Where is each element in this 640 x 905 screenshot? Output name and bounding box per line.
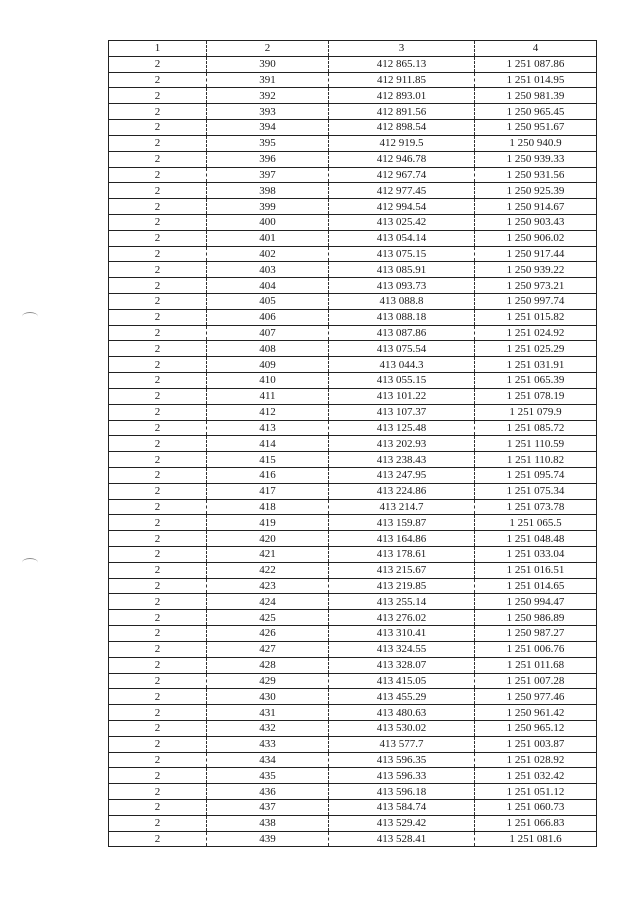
contour-number-cell: 2 [109,800,207,816]
x-coordinate-cell: 412 891.56 [329,104,475,120]
y-coordinate-cell: 1 251 095.74 [475,467,597,483]
point-number-cell: 406 [207,309,329,325]
point-number-cell: 398 [207,183,329,199]
x-coordinate-cell: 413 087.86 [329,325,475,341]
contour-number-cell: 2 [109,483,207,499]
point-number-cell: 399 [207,199,329,215]
x-coordinate-cell: 413 164.86 [329,531,475,547]
table-row [109,752,597,768]
table-row [109,610,597,626]
x-coordinate-cell: 412 946.78 [329,151,475,167]
x-coordinate-cell: 413 530.02 [329,720,475,736]
y-coordinate-cell: 1 251 024.92 [475,325,597,341]
table-row [109,420,597,436]
contour-number-cell: 2 [109,499,207,515]
point-number-cell: 397 [207,167,329,183]
y-coordinate-cell: 1 250 973.21 [475,278,597,294]
table-row [109,56,597,72]
table-row [109,467,597,483]
point-number-cell: 396 [207,151,329,167]
point-number-cell: 416 [207,467,329,483]
contour-number-cell: 2 [109,135,207,151]
contour-number-cell: 2 [109,388,207,404]
x-coordinate-cell: 413 093.73 [329,278,475,294]
table-row [109,815,597,831]
contour-number-cell: 2 [109,294,207,310]
x-coordinate-cell: 413 159.87 [329,515,475,531]
x-coordinate-cell: 413 202.93 [329,436,475,452]
binding-hole-mark-top [22,312,38,321]
table-row [109,88,597,104]
contour-number-cell: 2 [109,467,207,483]
table-row [109,183,597,199]
point-number-cell: 400 [207,214,329,230]
point-number-cell: 417 [207,483,329,499]
column-header: 3 [329,41,475,57]
y-coordinate-cell: 1 251 025.29 [475,341,597,357]
x-coordinate-cell: 413 529.42 [329,815,475,831]
point-number-cell: 439 [207,831,329,847]
contour-number-cell: 2 [109,547,207,563]
x-coordinate-cell: 413 075.54 [329,341,475,357]
point-number-cell: 424 [207,594,329,610]
point-number-cell: 401 [207,230,329,246]
column-header: 1 [109,41,207,57]
contour-number-cell: 2 [109,657,207,673]
point-number-cell: 438 [207,815,329,831]
x-coordinate-cell: 413 276.02 [329,610,475,626]
contour-number-cell: 2 [109,626,207,642]
contour-number-cell: 2 [109,199,207,215]
table-row [109,626,597,642]
point-number-cell: 435 [207,768,329,784]
table-row [109,325,597,341]
contour-number-cell: 2 [109,689,207,705]
table-row [109,641,597,657]
y-coordinate-cell: 1 251 079.9 [475,404,597,420]
x-coordinate-cell: 412 911.85 [329,72,475,88]
x-coordinate-cell: 412 994.54 [329,199,475,215]
table-row [109,594,597,610]
point-number-cell: 436 [207,784,329,800]
y-coordinate-cell: 1 251 031.91 [475,357,597,373]
point-number-cell: 423 [207,578,329,594]
x-coordinate-cell: 413 324.55 [329,641,475,657]
x-coordinate-cell: 413 088.8 [329,294,475,310]
y-coordinate-cell: 1 250 997.74 [475,294,597,310]
table-row [109,357,597,373]
contour-number-cell: 2 [109,784,207,800]
x-coordinate-cell: 412 893.01 [329,88,475,104]
point-number-cell: 415 [207,452,329,468]
point-number-cell: 413 [207,420,329,436]
y-coordinate-cell: 1 250 903.43 [475,214,597,230]
contour-number-cell: 2 [109,72,207,88]
contour-number-cell: 2 [109,752,207,768]
x-coordinate-cell: 412 865.13 [329,56,475,72]
y-coordinate-cell: 1 251 081.6 [475,831,597,847]
y-coordinate-cell: 1 251 028.92 [475,752,597,768]
point-number-cell: 431 [207,705,329,721]
x-coordinate-cell: 413 219.85 [329,578,475,594]
table-row [109,104,597,120]
contour-number-cell: 2 [109,452,207,468]
x-coordinate-cell: 413 178.61 [329,547,475,563]
table-row [109,167,597,183]
column-header: 4 [475,41,597,57]
y-coordinate-cell: 1 251 078.19 [475,388,597,404]
y-coordinate-cell: 1 250 940.9 [475,135,597,151]
table-row [109,278,597,294]
y-coordinate-cell: 1 250 977.46 [475,689,597,705]
contour-number-cell: 2 [109,562,207,578]
point-number-cell: 433 [207,736,329,752]
table-row [109,736,597,752]
contour-number-cell: 2 [109,641,207,657]
table-row [109,214,597,230]
point-number-cell: 411 [207,388,329,404]
x-coordinate-cell: 413 596.35 [329,752,475,768]
point-number-cell: 420 [207,531,329,547]
point-number-cell: 421 [207,547,329,563]
table-row [109,531,597,547]
y-coordinate-cell: 1 250 965.12 [475,720,597,736]
point-number-cell: 394 [207,120,329,136]
contour-number-cell: 2 [109,594,207,610]
point-number-cell: 404 [207,278,329,294]
y-coordinate-cell: 1 251 065.5 [475,515,597,531]
table-row [109,452,597,468]
point-number-cell: 427 [207,641,329,657]
y-coordinate-cell: 1 251 006.76 [475,641,597,657]
contour-number-cell: 2 [109,214,207,230]
y-coordinate-cell: 1 250 914.67 [475,199,597,215]
x-coordinate-cell: 413 255.14 [329,594,475,610]
point-number-cell: 395 [207,135,329,151]
table-row [109,135,597,151]
point-number-cell: 414 [207,436,329,452]
contour-number-cell: 2 [109,246,207,262]
contour-number-cell: 2 [109,278,207,294]
y-coordinate-cell: 1 251 087.86 [475,56,597,72]
y-coordinate-cell: 1 250 931.56 [475,167,597,183]
contour-number-cell: 2 [109,183,207,199]
point-number-cell: 393 [207,104,329,120]
x-coordinate-cell: 413 088.18 [329,309,475,325]
table-row [109,800,597,816]
table-row [109,373,597,389]
table-row [109,689,597,705]
table-row [109,657,597,673]
x-coordinate-cell: 413 044.3 [329,357,475,373]
y-coordinate-cell: 1 251 016.51 [475,562,597,578]
x-coordinate-cell: 413 107.37 [329,404,475,420]
y-coordinate-cell: 1 251 075.34 [475,483,597,499]
x-coordinate-cell: 413 328.07 [329,657,475,673]
x-coordinate-cell: 413 455.29 [329,689,475,705]
y-coordinate-cell: 1 250 961.42 [475,705,597,721]
contour-number-cell: 2 [109,673,207,689]
contour-number-cell: 2 [109,420,207,436]
y-coordinate-cell: 1 251 060.73 [475,800,597,816]
contour-number-cell: 2 [109,736,207,752]
contour-number-cell: 2 [109,167,207,183]
point-number-cell: 403 [207,262,329,278]
contour-number-cell: 2 [109,56,207,72]
contour-number-cell: 2 [109,436,207,452]
x-coordinate-cell: 413 247.95 [329,467,475,483]
contour-number-cell: 2 [109,531,207,547]
table-row [109,768,597,784]
y-coordinate-cell: 1 251 073.78 [475,499,597,515]
x-coordinate-cell: 413 125.48 [329,420,475,436]
y-coordinate-cell: 1 250 987.27 [475,626,597,642]
table-row [109,673,597,689]
contour-number-cell: 2 [109,230,207,246]
y-coordinate-cell: 1 250 906.02 [475,230,597,246]
table-row [109,705,597,721]
table-row [109,404,597,420]
y-coordinate-cell: 1 251 007.28 [475,673,597,689]
y-coordinate-cell: 1 251 110.82 [475,452,597,468]
y-coordinate-cell: 1 251 051.12 [475,784,597,800]
y-coordinate-cell: 1 250 994.47 [475,594,597,610]
point-number-cell: 428 [207,657,329,673]
point-number-cell: 405 [207,294,329,310]
point-number-cell: 422 [207,562,329,578]
point-number-cell: 391 [207,72,329,88]
table-row [109,831,597,847]
table-row [109,547,597,563]
x-coordinate-cell: 413 528.41 [329,831,475,847]
contour-number-cell: 2 [109,515,207,531]
y-coordinate-cell: 1 251 003.87 [475,736,597,752]
point-number-cell: 402 [207,246,329,262]
x-coordinate-cell: 413 025.42 [329,214,475,230]
x-coordinate-cell: 412 977.45 [329,183,475,199]
table-row [109,436,597,452]
x-coordinate-cell: 413 101.22 [329,388,475,404]
x-coordinate-cell: 413 584.74 [329,800,475,816]
point-number-cell: 410 [207,373,329,389]
contour-number-cell: 2 [109,151,207,167]
table-row [109,720,597,736]
x-coordinate-cell: 413 224.86 [329,483,475,499]
x-coordinate-cell: 413 215.67 [329,562,475,578]
table-row [109,151,597,167]
y-coordinate-cell: 1 250 965.45 [475,104,597,120]
x-coordinate-cell: 413 310.41 [329,626,475,642]
contour-number-cell: 2 [109,325,207,341]
point-number-cell: 390 [207,56,329,72]
table-row [109,499,597,515]
point-number-cell: 392 [207,88,329,104]
binding-hole-mark-bottom [22,558,38,567]
point-number-cell: 430 [207,689,329,705]
y-coordinate-cell: 1 250 939.22 [475,262,597,278]
y-coordinate-cell: 1 250 939.33 [475,151,597,167]
x-coordinate-cell: 413 214.7 [329,499,475,515]
x-coordinate-cell: 413 075.15 [329,246,475,262]
contour-number-cell: 2 [109,262,207,278]
table-row [109,309,597,325]
x-coordinate-cell: 412 967.74 [329,167,475,183]
contour-number-cell: 2 [109,104,207,120]
point-number-cell: 409 [207,357,329,373]
x-coordinate-cell: 413 480.63 [329,705,475,721]
y-coordinate-cell: 1 251 014.65 [475,578,597,594]
x-coordinate-cell: 413 596.33 [329,768,475,784]
contour-number-cell: 2 [109,341,207,357]
point-number-cell: 412 [207,404,329,420]
table-row [109,515,597,531]
x-coordinate-cell: 413 415.05 [329,673,475,689]
x-coordinate-cell: 413 085.91 [329,262,475,278]
coordinates-table [108,40,597,847]
contour-number-cell: 2 [109,120,207,136]
contour-number-cell: 2 [109,357,207,373]
contour-number-cell: 2 [109,768,207,784]
column-header: 2 [207,41,329,57]
contour-number-cell: 2 [109,610,207,626]
table-row [109,262,597,278]
y-coordinate-cell: 1 250 986.89 [475,610,597,626]
table-row [109,199,597,215]
contour-number-cell: 2 [109,831,207,847]
y-coordinate-cell: 1 251 014.95 [475,72,597,88]
table-row [109,230,597,246]
y-coordinate-cell: 1 250 951.67 [475,120,597,136]
table-row [109,341,597,357]
point-number-cell: 418 [207,499,329,515]
contour-number-cell: 2 [109,404,207,420]
y-coordinate-cell: 1 251 015.82 [475,309,597,325]
contour-number-cell: 2 [109,705,207,721]
point-number-cell: 437 [207,800,329,816]
x-coordinate-cell: 413 577.7 [329,736,475,752]
point-number-cell: 432 [207,720,329,736]
y-coordinate-cell: 1 251 085.72 [475,420,597,436]
table-row [109,246,597,262]
point-number-cell: 425 [207,610,329,626]
x-coordinate-cell: 413 054.14 [329,230,475,246]
table-row [109,72,597,88]
x-coordinate-cell: 412 919.5 [329,135,475,151]
x-coordinate-cell: 413 596.18 [329,784,475,800]
table-row [109,483,597,499]
y-coordinate-cell: 1 251 033.04 [475,547,597,563]
y-coordinate-cell: 1 250 981.39 [475,88,597,104]
contour-number-cell: 2 [109,815,207,831]
y-coordinate-cell: 1 251 011.68 [475,657,597,673]
x-coordinate-cell: 413 055.15 [329,373,475,389]
table-row [109,578,597,594]
point-number-cell: 429 [207,673,329,689]
x-coordinate-cell: 413 238.43 [329,452,475,468]
y-coordinate-cell: 1 251 066.83 [475,815,597,831]
table-row [109,294,597,310]
table-row [109,388,597,404]
point-number-cell: 407 [207,325,329,341]
x-coordinate-cell: 412 898.54 [329,120,475,136]
y-coordinate-cell: 1 250 917.44 [475,246,597,262]
point-number-cell: 434 [207,752,329,768]
contour-number-cell: 2 [109,373,207,389]
point-number-cell: 408 [207,341,329,357]
point-number-cell: 426 [207,626,329,642]
contour-number-cell: 2 [109,578,207,594]
contour-number-cell: 2 [109,309,207,325]
contour-number-cell: 2 [109,88,207,104]
y-coordinate-cell: 1 251 065.39 [475,373,597,389]
y-coordinate-cell: 1 251 032.42 [475,768,597,784]
header-row [109,41,597,57]
table-row [109,562,597,578]
table-row [109,784,597,800]
table-row [109,120,597,136]
y-coordinate-cell: 1 251 110.59 [475,436,597,452]
y-coordinate-cell: 1 250 925.39 [475,183,597,199]
y-coordinate-cell: 1 251 048.48 [475,531,597,547]
contour-number-cell: 2 [109,720,207,736]
point-number-cell: 419 [207,515,329,531]
